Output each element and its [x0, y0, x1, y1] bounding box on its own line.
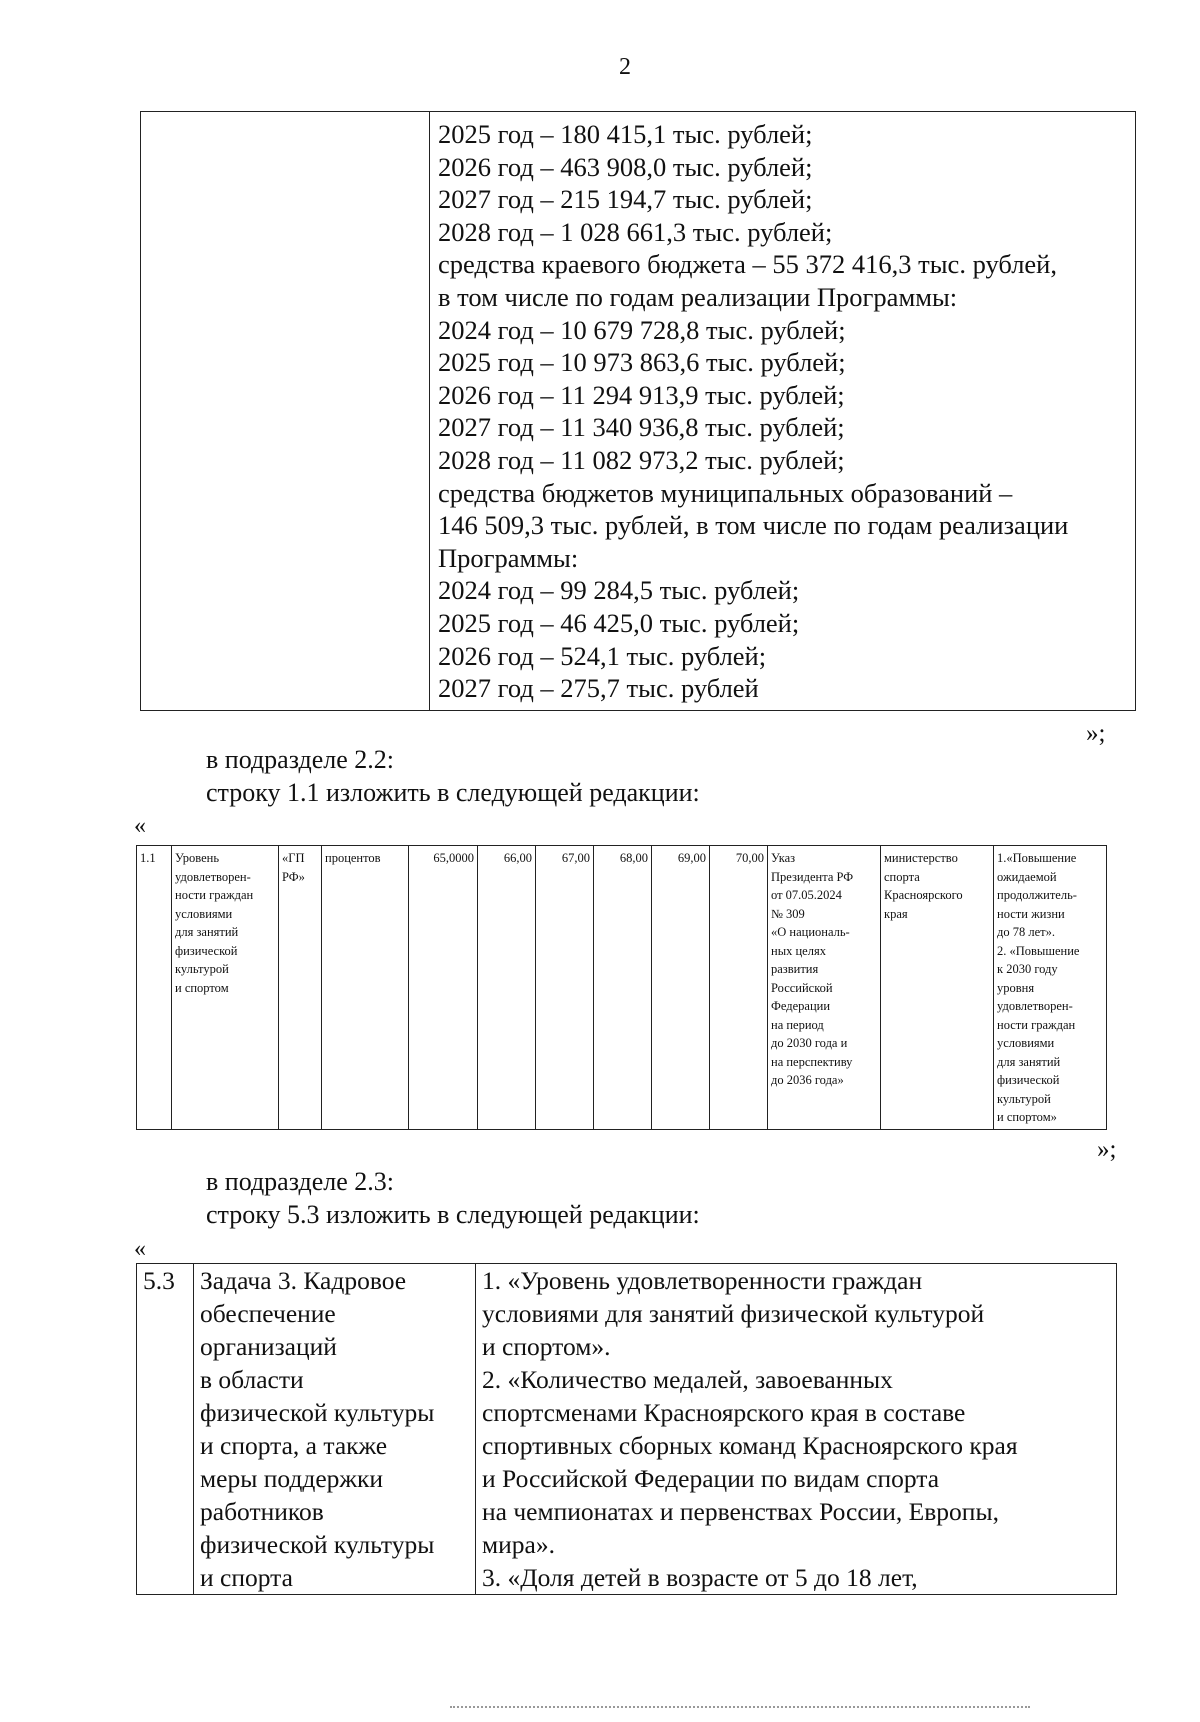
- indicator-line: 3. «Доля детей в возрасте от 5 до 18 лет,: [482, 1563, 918, 1592]
- indicator-line: мира».: [482, 1530, 555, 1559]
- indicator-line: и спортом».: [482, 1332, 611, 1361]
- financing-line: 2027 год – 215 194,7 тыс. рублей;: [438, 184, 813, 215]
- financing-line: средства краевого бюджета – 55 372 416,3 тыс. рублей,: [438, 249, 1057, 280]
- indicator-name-line: для занятий: [175, 925, 239, 939]
- indicator-line: и Российской Федерации по видам спорта: [482, 1464, 940, 1493]
- indicator-goal: [994, 846, 1107, 1130]
- section-instruction: строку 5.3 изложить в следующей редакции:: [206, 1200, 700, 1229]
- financing-line: в том числе по годам реализации Программы:: [438, 281, 958, 312]
- task-line: меры поддержки: [200, 1464, 384, 1493]
- document-line: до 2030 года и: [771, 1036, 848, 1050]
- goal-line: продолжитель-: [997, 888, 1077, 902]
- task-line: и спорта: [200, 1563, 293, 1592]
- responsible-line: края: [884, 906, 908, 921]
- closing-quote: »;: [1086, 720, 1106, 747]
- financing-line: Программы:: [438, 542, 579, 573]
- financing-line: 2026 год – 463 908,0 тыс. рублей;: [438, 151, 813, 182]
- indicator-line: спортивных сборных команд Красноярского края: [482, 1431, 1018, 1460]
- indicator-table: [136, 845, 1107, 1130]
- indicator-source: [279, 846, 322, 1130]
- goal-line: ности граждан: [997, 1017, 1076, 1032]
- task-table: [136, 1263, 1117, 1595]
- goal-line: 2. «Повышение: [997, 943, 1080, 958]
- indicator-line: спортсменами Красноярского края в составе: [482, 1398, 966, 1427]
- goal-line: ности жизни: [997, 906, 1065, 921]
- financing-line: 2026 год – 11 294 913,9 тыс. рублей;: [438, 379, 845, 410]
- document-line: развития: [771, 962, 819, 976]
- opening-quote: «: [134, 1236, 146, 1262]
- value-cell: 65,0000: [409, 846, 478, 1130]
- value-cell: 69,00: [652, 846, 710, 1130]
- document-line: от 07.05.2024: [771, 888, 842, 902]
- task-line: обеспечение: [200, 1299, 336, 1328]
- table-row: [137, 1264, 1117, 1595]
- indicator-name-line: ности граждан: [175, 888, 254, 902]
- task-line: работников: [200, 1497, 324, 1526]
- task-line: Задача 3. Кадровое: [200, 1266, 407, 1295]
- document-line: ных целях: [771, 943, 826, 958]
- financing-table: [140, 111, 1136, 711]
- financing-line: 2028 год – 11 082 973,2 тыс. рублей;: [438, 444, 845, 475]
- document-line: Российской: [771, 980, 833, 995]
- goal-line: и спортом»: [997, 1110, 1057, 1124]
- indicator-line: условиями для занятий физической культурой: [482, 1299, 985, 1328]
- value-cell: 66,00: [478, 846, 536, 1130]
- task-line: организаций: [200, 1332, 337, 1361]
- document-line: № 309: [771, 906, 805, 921]
- goal-line: до 78 лет».: [997, 925, 1055, 939]
- section-heading: в подразделе 2.3:: [206, 1167, 395, 1196]
- task-line: и спорта, а также: [200, 1431, 388, 1460]
- indicator-name-line: Уровень: [175, 851, 220, 865]
- source-line: «ГП: [282, 851, 305, 865]
- indicator-name-line: удовлетворен-: [175, 869, 251, 884]
- responsible-line: Красноярского: [884, 888, 963, 902]
- indicator-unit: процентов: [322, 846, 409, 1130]
- indicator-responsible: [881, 846, 994, 1130]
- financing-line: 2027 год – 275,7 тыс. рублей: [438, 673, 759, 704]
- row-number: 1.1: [137, 846, 172, 1130]
- column-divider: [429, 112, 430, 710]
- goal-line: 1.«Повышение: [997, 851, 1077, 865]
- scan-footer-mark: [450, 1706, 1030, 1711]
- indicator-name-line: и спортом: [175, 980, 229, 995]
- page-number: 2: [619, 54, 631, 80]
- financing-text: [438, 118, 1129, 705]
- indicator-name-line: физической: [175, 943, 238, 958]
- task-description: [194, 1264, 476, 1595]
- goal-line: для занятий: [997, 1054, 1061, 1069]
- task-line: физической культуры: [200, 1530, 435, 1559]
- financing-line: 2025 год – 46 425,0 тыс. рублей;: [438, 607, 800, 638]
- document-line: Президента РФ: [771, 869, 854, 884]
- financing-line: 2024 год – 10 679 728,8 тыс. рублей;: [438, 314, 846, 345]
- goal-line: физической: [997, 1073, 1060, 1087]
- goal-line: удовлетворен-: [997, 999, 1073, 1013]
- document-line: на перспективу: [771, 1054, 853, 1069]
- financing-line: 2025 год – 180 415,1 тыс. рублей;: [438, 119, 813, 149]
- responsible-line: министерство: [884, 851, 958, 865]
- task-line: физической культуры: [200, 1398, 435, 1427]
- indicator-line: на чемпионатах и первенствах России, Европы,: [482, 1497, 999, 1526]
- closing-quote: »;: [1097, 1136, 1117, 1163]
- financing-line: 2028 год – 1 028 661,3 тыс. рублей;: [438, 216, 833, 247]
- document-line: «О националь-: [771, 925, 850, 939]
- goal-line: к 2030 году: [997, 962, 1058, 976]
- goal-line: ожидаемой: [997, 869, 1057, 884]
- value-cell: 68,00: [594, 846, 652, 1130]
- task-line: в области: [200, 1365, 304, 1394]
- goal-line: культурой: [997, 1091, 1051, 1106]
- goal-line: уровня: [997, 980, 1035, 995]
- document-line: до 2036 года»: [771, 1073, 844, 1087]
- financing-line: 2027 год – 11 340 936,8 тыс. рублей;: [438, 412, 845, 443]
- financing-line: средства бюджетов муниципальных образований –: [438, 477, 1013, 508]
- financing-line: 2026 год – 524,1 тыс. рублей;: [438, 640, 767, 671]
- indicator-name-line: культурой: [175, 962, 229, 976]
- document-line: Указ: [771, 851, 796, 865]
- document-line: на период: [771, 1017, 824, 1032]
- indicator-name-line: условиями: [175, 906, 233, 921]
- financing-line: 146 509,3 тыс. рублей, в том числе по годам реализации: [438, 510, 1069, 541]
- source-line: РФ»: [282, 869, 305, 884]
- indicator-line: 2. «Количество медалей, завоеванных: [482, 1365, 893, 1394]
- task-indicators: [476, 1264, 1117, 1595]
- value-cell: 67,00: [536, 846, 594, 1130]
- section-instruction: строку 1.1 изложить в следующей редакции:: [206, 778, 700, 807]
- indicator-line: 1. «Уровень удовлетворенности граждан: [482, 1266, 923, 1295]
- section-heading: в подразделе 2.2:: [206, 745, 395, 774]
- opening-quote: «: [134, 813, 146, 839]
- row-number: 5.3: [137, 1264, 194, 1595]
- value-cell: 70,00: [710, 846, 768, 1130]
- indicator-document: [768, 846, 881, 1130]
- financing-line: 2024 год – 99 284,5 тыс. рублей;: [438, 575, 800, 606]
- responsible-line: спорта: [884, 869, 920, 884]
- goal-line: условиями: [997, 1036, 1055, 1050]
- table-row: [137, 846, 1107, 1130]
- indicator-name: [172, 846, 279, 1130]
- financing-line: 2025 год – 10 973 863,6 тыс. рублей;: [438, 347, 846, 378]
- document-line: Федерации: [771, 999, 831, 1013]
